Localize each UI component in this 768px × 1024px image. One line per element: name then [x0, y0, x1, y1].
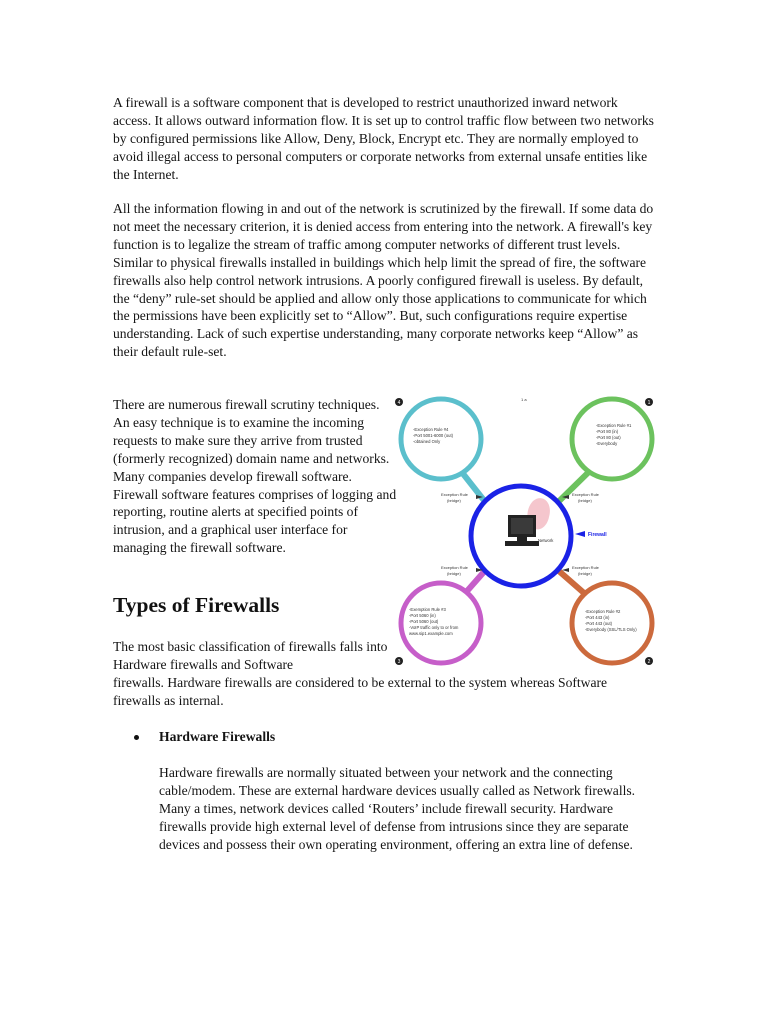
node-tr-line: -Everybody	[596, 441, 618, 446]
node-bl-line: -Port 5060 (out)	[409, 619, 439, 624]
edge-label-bl: Exception Rule	[441, 565, 468, 570]
edge-label-tr: Exception Rule	[572, 492, 599, 497]
node-tr-line: -Exception Rule #1	[596, 423, 632, 428]
edge-label-tl: (bridge)	[447, 498, 461, 503]
node-br-number: 2	[647, 659, 651, 665]
network-label: Network	[538, 538, 554, 543]
diagram-top-label: 1 a	[521, 397, 527, 402]
node-tl-line: -Port 5001-6000 (out)	[413, 433, 454, 438]
node-bl-number: 3	[397, 659, 401, 665]
bullet-title-hardware-firewalls: Hardware Firewalls	[159, 729, 276, 744]
paragraph-classification-start: The most basic classification of firewalls falls into Hardware firewalls and Software	[113, 639, 388, 672]
node-tl-line: -obtained Only	[413, 439, 441, 444]
edge-label-bl: (bridge)	[447, 571, 461, 576]
node-bl-line: -VoIP traffic only to or from	[409, 625, 459, 630]
edge-label-tr: (bridge)	[578, 498, 592, 503]
node-br-line: -Exception Rule #2	[585, 609, 621, 614]
edge-label-br: (bridge)	[578, 571, 592, 576]
paragraph-scrutiny-techniques: There are numerous firewall scrutiny techniques. An easy technique is to examine the incoming requests to make sure they arrive from trusted (formerly recognized) domain name and networks. Many companies develop firewall software. Firewall software features comprises of logging and reporting, routine alerts at specified points of intrusion, and a graphical user interface for managing the firewall software.	[113, 397, 397, 556]
firewall-arrow-icon	[575, 531, 585, 537]
paragraph-classification-end: firewalls. Hardware firewalls are considered to be external to the system whereas Software firewalls as internal.	[113, 675, 608, 708]
bullet-icon	[134, 735, 139, 740]
node-br-line: -Port 443 (out)	[585, 621, 612, 626]
computer-icon	[505, 515, 539, 546]
edge-label-br: Exception Rule	[572, 565, 599, 570]
edge-label-tl: Exception Rule	[441, 492, 468, 497]
node-bl-line: www.sip1.example.com	[409, 631, 453, 636]
paragraph-firewall-function: All the information flowing in and out of the network is scrutinized by the firewall. If some data do not meet the necessary criterion, it is denied access from entering into the network. A firewall's key function is to legalize the stream of traffic among computer networks of different trust levels. Similar to physical firewalls installed in buildings which help limit the spread of fire, the software firewalls also help control network intrusions. A poorly configured firewall is useless. By default, the “deny” rule-set should be applied and allow only those applications to communicate for which the permissions have been explicitly set to “Allow”. But, such configurations require expertise understanding. Lack of such expertise understanding, many corporate networks keep “Allow” as their default rule-set.	[113, 201, 654, 360]
node-br-line: -Port 443 (in)	[585, 615, 610, 620]
paragraph-hardware-firewalls: Hardware firewalls are normally situated between your network and the connecting cable/modem. These are external hardware devices usually called as Network firewalls. Many a times, network devices called ‘Routers’ include firewall security. Hardware firewalls provide high external level of defense from intrusions since they are separate devices and possess their own operating environment, offering an extra line of defense.	[159, 765, 636, 852]
node-bl-line: -Port 5060 (in)	[409, 613, 436, 618]
section-heading: Types of Firewalls	[113, 593, 280, 617]
node-tl-line: -Exception Rule #4	[413, 427, 449, 432]
node-tr-line: -Port 80 (out)	[596, 435, 621, 440]
node-br-line: -Everybody (SSL/TLS Only)	[585, 627, 637, 632]
paragraph-firewall-definition: A firewall is a software component that is developed to restrict unauthorized inward network access. It allows outward information flow. It is set up to control traffic flow between two networks by configured permissions like Allow, Deny, Block, Encrypt etc. They are normally employed to avoid illegal access to personal computers or corporate networks from external unsafe entities like the Internet.	[113, 95, 654, 182]
firewall-label: Firewall	[588, 532, 607, 538]
firewall-diagram	[393, 393, 659, 669]
node-br-circle	[572, 583, 652, 663]
node-tr-line: -Port 80 (in)	[596, 429, 619, 434]
node-tl-number: 4	[397, 400, 401, 406]
node-bl-line: -Exemption Rule #3	[409, 607, 446, 612]
node-tr-number: 1	[647, 400, 651, 406]
